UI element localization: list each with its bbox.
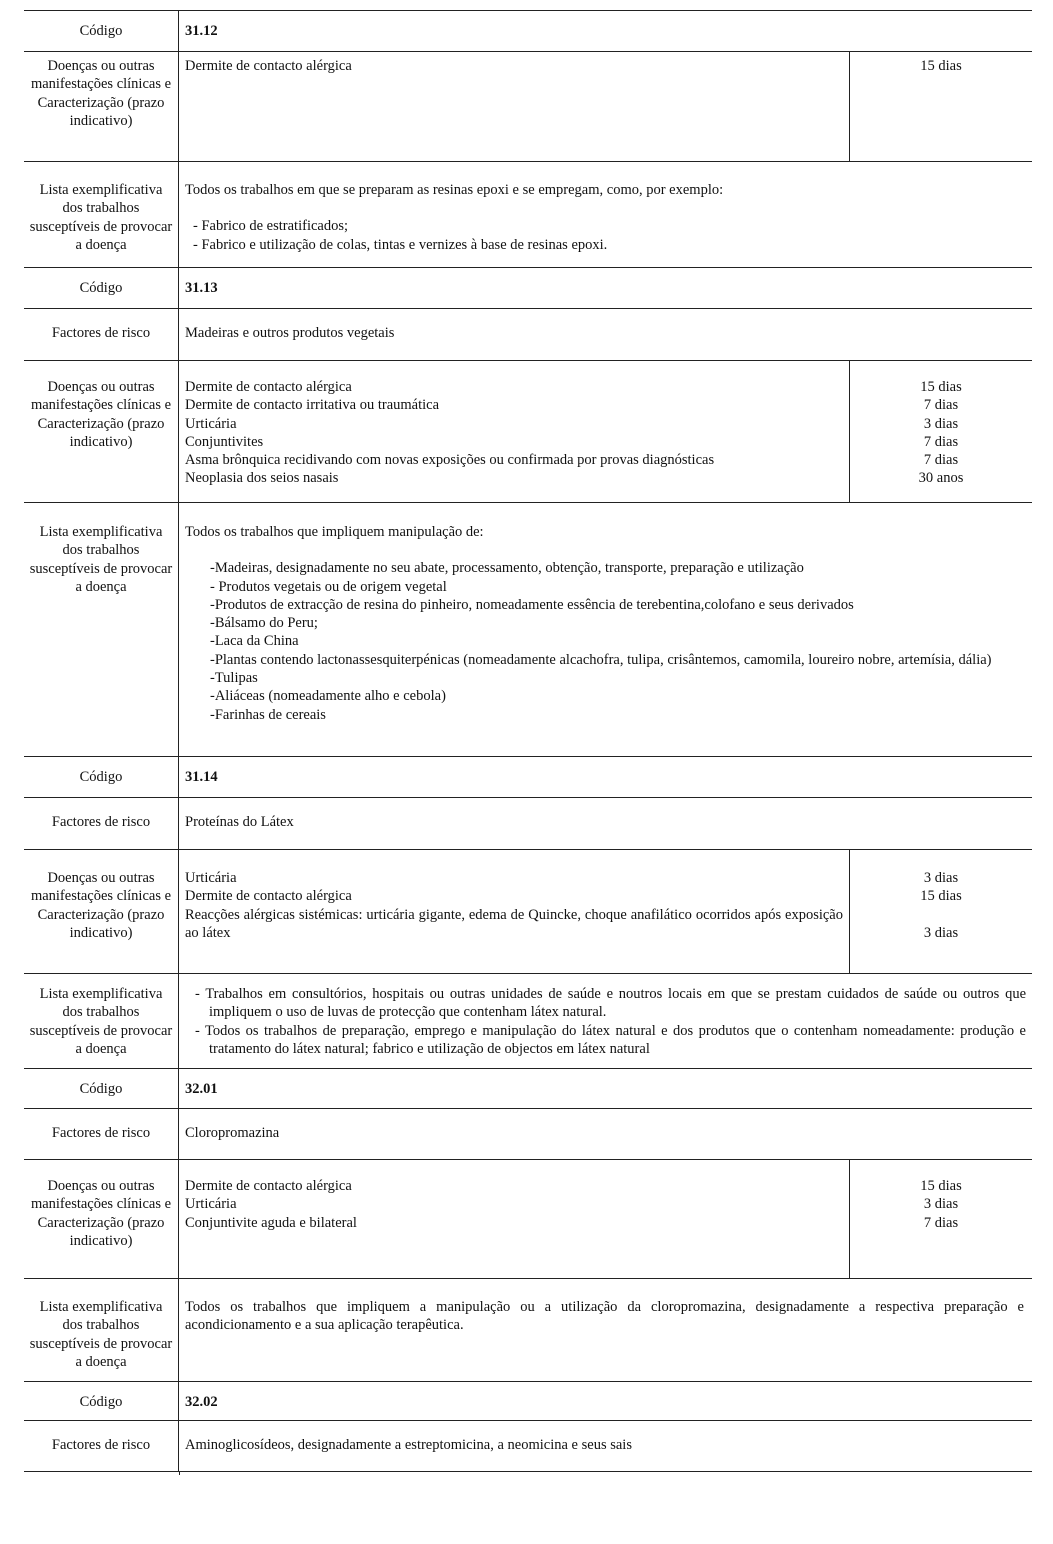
- disease-duration: 30 anos: [918, 470, 964, 487]
- disease-name: Dermite de contacto alérgica: [185, 1178, 352, 1194]
- disease-name: Conjuntivites: [185, 433, 264, 450]
- disease-duration-list: [850, 361, 1032, 502]
- disease-duration: 3 dias: [923, 870, 959, 886]
- code-row: [24, 756, 1032, 797]
- code-row: [24, 10, 1032, 51]
- code-row: [24, 1381, 1032, 1420]
- work-item: -Aliáceas (nomeadamente alho e cebola): [210, 688, 446, 705]
- disease-duration: 3 dias: [923, 924, 959, 941]
- work-item: - Todos os trabalhos de preparação, emprego e manipulação do látex natural e dos produtos que o contenham nomeadamente: produção e tratamento do látex natural; fabrico e utilização de objectos em látex natural: [195, 1022, 1026, 1057]
- diseases-row: [24, 1159, 1032, 1278]
- work-item: - Fabrico e utilização de colas, tintas e vernizes à base de resinas epoxi.: [193, 236, 608, 253]
- risk-factor-row: [24, 1108, 1032, 1159]
- code-value: 31.13: [185, 280, 218, 296]
- work-item: -Bálsamo do Peru;: [210, 615, 318, 632]
- work-item: -Laca da China: [210, 633, 299, 650]
- work-item: -Tulipas: [210, 670, 258, 687]
- label-factores: Factores de risco: [24, 1109, 179, 1159]
- label-lista: Lista exemplificativa dos trabalhos susceptíveis de provocar a doença: [24, 162, 179, 267]
- disease-duration: 7 dias: [923, 452, 959, 469]
- work-list-row: [24, 1278, 1032, 1381]
- label-doencas: Doenças ou outras manifestações clínicas e Caracterização (prazo indicativo): [24, 1160, 179, 1278]
- label-codigo: Código: [24, 268, 179, 308]
- disease-duration: 7 dias: [923, 433, 959, 450]
- work-item: - Produtos vegetais ou de origem vegetal: [210, 578, 447, 595]
- disease-duration: 7 dias: [923, 397, 959, 414]
- label-lista: Lista exemplificativa dos trabalhos susceptíveis de provocar a doença: [24, 1279, 179, 1381]
- disease-name: Dermite de contacto alérgica: [185, 379, 352, 395]
- work-item: - Trabalhos em consultórios, hospitais ou outras unidades de saúde e noutros locais em que se prestam cuidados de saúde ou outros que impliquem o uso de luvas de protecção que contenham látex natural.: [195, 986, 1026, 1021]
- work-list-row: [24, 973, 1032, 1068]
- work-intro: Todos os trabalhos que impliquem manipulação de:: [185, 524, 484, 540]
- label-codigo: Código: [24, 1382, 179, 1420]
- disease-name: Neoplasia dos seios nasais: [185, 470, 339, 487]
- diseases-row: [24, 849, 1032, 973]
- disease-list: [179, 361, 850, 502]
- disease-name: Dermite de contacto irritativa ou traumática: [185, 397, 440, 414]
- label-codigo: Código: [24, 757, 179, 797]
- code-value: 32.02: [185, 1394, 218, 1410]
- disease-name: Urticária: [185, 870, 237, 886]
- label-codigo: Código: [24, 11, 179, 51]
- risk-factor-value: Madeiras e outros produtos vegetais: [185, 325, 395, 341]
- work-item: -Madeiras, designadamente no seu abate, processamento, obtenção, transporte, preparação e utilização: [210, 560, 804, 577]
- column-divider-tail: [179, 1472, 180, 1475]
- code-row: [24, 267, 1032, 308]
- diseases-row: [24, 51, 1032, 161]
- disease-duration-list: [850, 52, 1032, 161]
- disease-list: [179, 850, 850, 973]
- work-item: -Produtos de extracção de resina do pinheiro, nomeadamente essência de terebentina,colofano e seus derivados: [210, 596, 854, 613]
- work-item: - Fabrico de estratificados;: [193, 218, 349, 235]
- disease-name: Urticária: [185, 415, 237, 432]
- risk-factor-row: [24, 797, 1032, 849]
- label-lista: Lista exemplificativa dos trabalhos susceptíveis de provocar a doença: [24, 503, 179, 756]
- label-factores: Factores de risco: [24, 309, 179, 360]
- disease-duration-list: [850, 1160, 1032, 1278]
- risk-factor-value: Cloropromazina: [185, 1125, 280, 1141]
- disease-duration: 3 dias: [923, 1196, 959, 1213]
- risk-factor-value: Aminoglicosídeos, designadamente a estreptomicina, a neomicina e seus sais: [185, 1437, 632, 1453]
- document-table: [24, 10, 1032, 1472]
- disease-duration-list: [850, 850, 1032, 973]
- risk-factor-row: [24, 308, 1032, 360]
- label-factores: Factores de risco: [24, 1421, 179, 1471]
- label-doencas: Doenças ou outras manifestações clínicas e Caracterização (prazo indicativo): [24, 850, 179, 973]
- disease-duration: 15 dias: [920, 1178, 962, 1194]
- risk-factor-row: [24, 1420, 1032, 1471]
- label-factores: Factores de risco: [24, 798, 179, 849]
- disease-name: Dermite de contacto alérgica: [185, 58, 352, 74]
- label-codigo: Código: [24, 1069, 179, 1108]
- disease-duration: 15 dias: [920, 58, 962, 74]
- label-doencas: Doenças ou outras manifestações clínicas e Caracterização (prazo indicativo): [24, 52, 179, 161]
- disease-list: [179, 1160, 850, 1278]
- disease-duration: 3 dias: [923, 415, 959, 432]
- disease-duration: 15 dias: [920, 379, 962, 395]
- disease-list: [179, 52, 850, 161]
- work-item: -Farinhas de cereais: [210, 706, 326, 723]
- code-value: 32.01: [185, 1081, 218, 1097]
- label-lista: Lista exemplificativa dos trabalhos susceptíveis de provocar a doença: [24, 974, 179, 1068]
- code-row: [24, 1068, 1032, 1108]
- disease-name: Urticária: [185, 1196, 237, 1213]
- label-doencas: Doenças ou outras manifestações clínicas e Caracterização (prazo indicativo): [24, 361, 179, 502]
- disease-name: Asma brônquica recidivando com novas exposições ou confirmada por provas diagnósticas: [185, 452, 715, 469]
- work-text: Todos os trabalhos que impliquem a manipulação ou a utilização da cloropromazina, designadamente a respectiva preparação e acondicionamento e a sua aplicação terapêutica.: [185, 1299, 1024, 1334]
- code-value: 31.12: [185, 23, 218, 39]
- disease-name: Reacções alérgicas sistémicas: urticária gigante, edema de Quincke, choque anafilático ocorridos após exposição ao látex: [185, 906, 843, 941]
- disease-duration: 15 dias: [920, 888, 962, 905]
- disease-name: Dermite de contacto alérgica: [185, 888, 352, 905]
- disease-duration: 7 dias: [923, 1214, 959, 1231]
- disease-name: Conjuntivite aguda e bilateral: [185, 1214, 357, 1231]
- table-bottom-border: [24, 1471, 1032, 1472]
- work-list-row: [24, 502, 1032, 756]
- work-intro: Todos os trabalhos em que se preparam as resinas epoxi e se empregam, como, por exemplo:: [185, 182, 724, 198]
- work-item: -Plantas contendo lactonassesquiterpénicas (nomeadamente alcachofra, tulipa, crisântemos, camomila, loureiro nobre, artemísia, dália): [210, 651, 992, 668]
- work-list-row: [24, 161, 1032, 267]
- risk-factor-value: Proteínas do Látex: [185, 814, 294, 830]
- diseases-row: [24, 360, 1032, 502]
- code-value: 31.14: [185, 769, 218, 785]
